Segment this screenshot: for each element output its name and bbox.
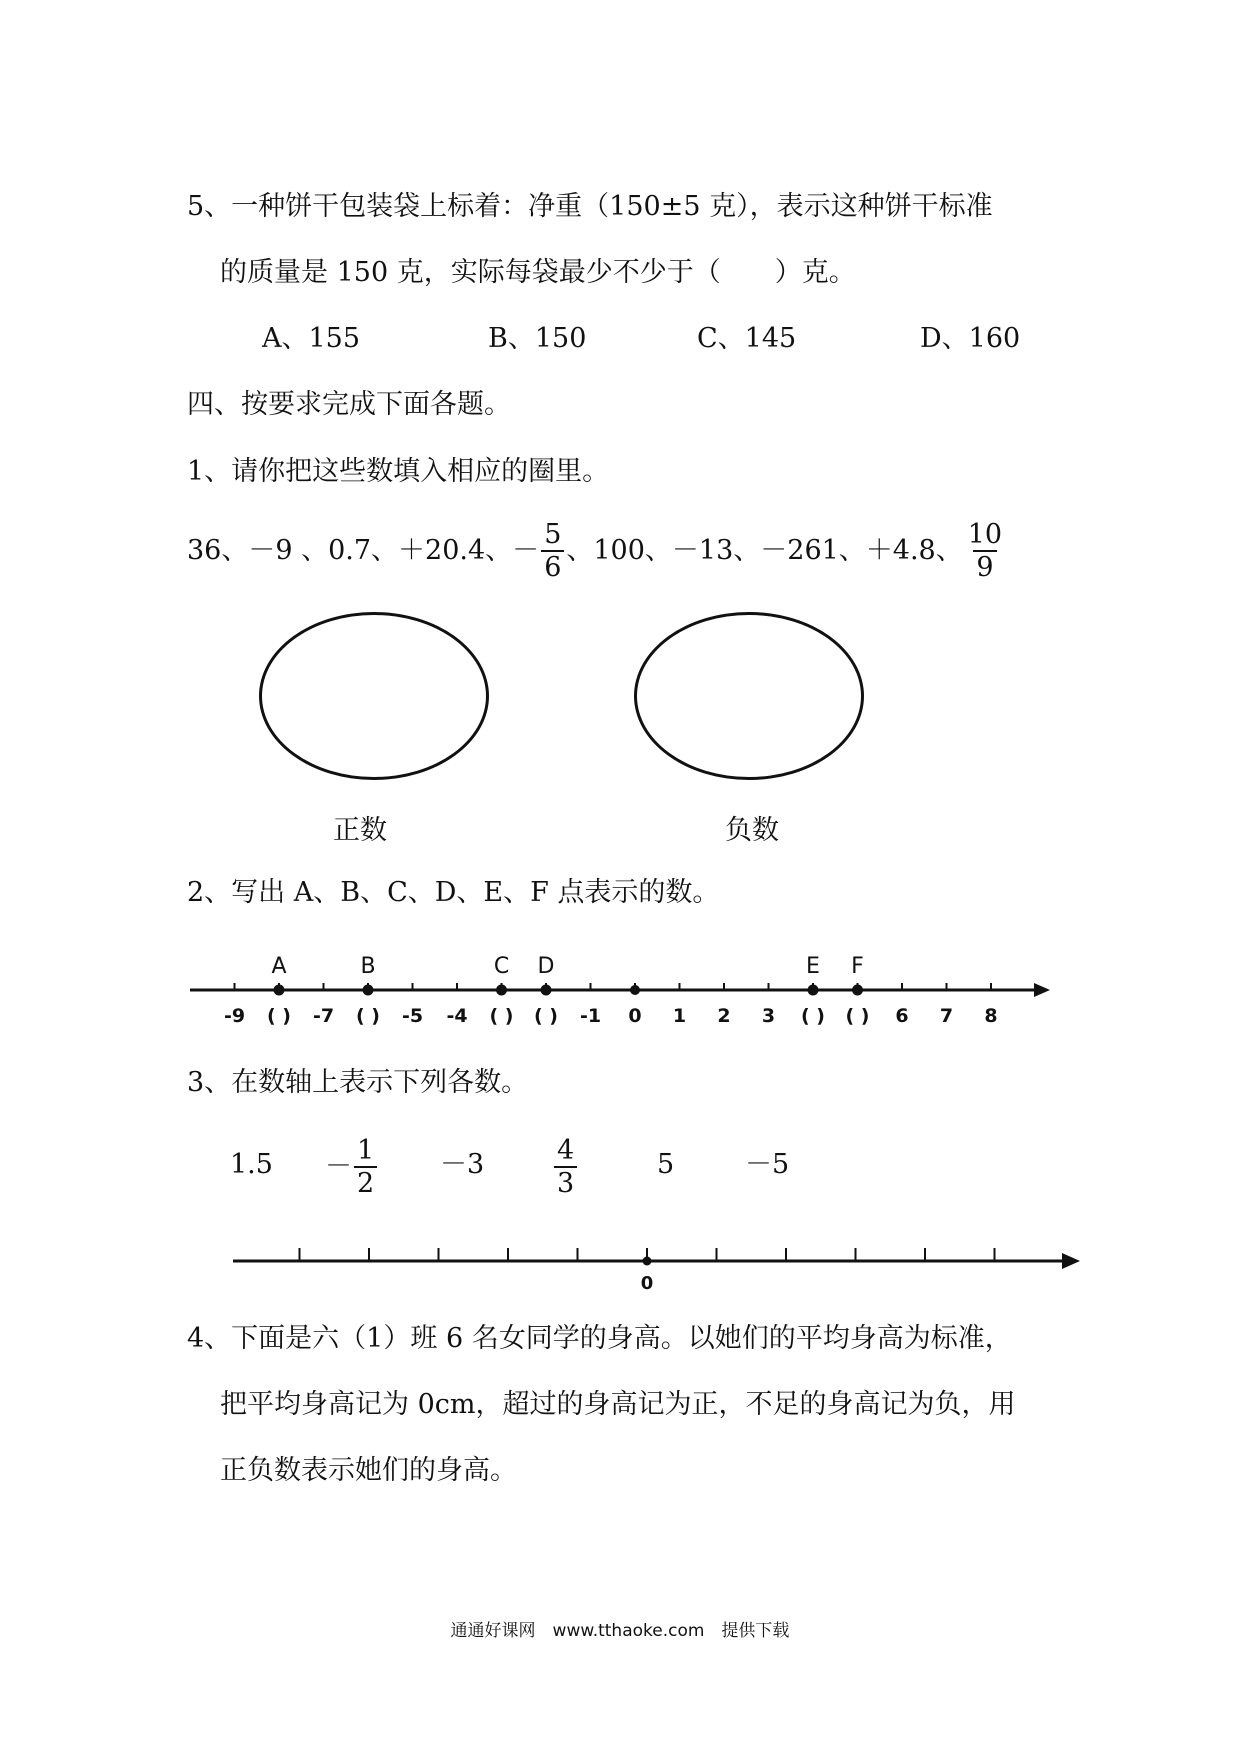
tick-label: 2	[717, 1005, 731, 1027]
fraction-numerator: 10	[967, 519, 1003, 550]
point-b-dot	[363, 985, 374, 996]
q5-option-d: D、160	[920, 323, 1021, 354]
arrow-head	[1062, 1253, 1080, 1269]
fraction-numerator: 1	[357, 1135, 375, 1166]
q5-option-a: A、155	[262, 323, 361, 354]
fraction-five-sixths	[541, 521, 564, 581]
origin-label: 0	[640, 1273, 654, 1294]
fraction-four-thirds	[554, 1137, 577, 1197]
positive-circle-label: 正数	[333, 815, 387, 846]
positive-numbers-circle	[259, 612, 489, 780]
tick-label: 6	[895, 1005, 909, 1027]
p3-question: 3、在数轴上表示下列各数。	[187, 1067, 529, 1098]
point-label-c: C	[493, 954, 510, 979]
q5-line1: 5、一种饼干包装袋上标着：净重（150±5 克），表示这种饼干标准	[187, 191, 993, 222]
p3-item-neg-3: －3	[440, 1149, 485, 1180]
point-label-f: F	[851, 954, 864, 979]
point-label-a: A	[271, 954, 287, 979]
tick-label: -1	[579, 1005, 602, 1027]
arrow-head	[1034, 983, 1050, 997]
point-label-d: D	[537, 954, 555, 979]
fraction-denominator: 9	[973, 550, 996, 581]
tick-label: -7	[312, 1005, 335, 1027]
footer-text: 通通好课网 www.tthaoke.com 提供下载	[450, 1621, 790, 1641]
fraction-one-half	[354, 1137, 377, 1197]
tick-label: 1	[672, 1005, 687, 1027]
tick-label: -5	[401, 1005, 424, 1027]
fraction-denominator: 2	[354, 1166, 377, 1197]
p3-item-1-5: 1.5	[230, 1149, 273, 1180]
tick-label: ( )	[845, 1005, 870, 1027]
tick-label: -4	[446, 1005, 468, 1027]
section-title: 四、按要求完成下面各题。	[187, 389, 511, 420]
tick-label: ( )	[534, 1005, 558, 1027]
p1-numbers-part2: 、100、－13、－261、＋4.8、	[566, 535, 963, 566]
tick-label: ( )	[489, 1005, 514, 1027]
tick-label: 8	[984, 1005, 998, 1027]
q5-option-b: B、150	[488, 323, 587, 354]
fraction-numerator: 4	[557, 1135, 575, 1166]
q5-option-c: C、145	[697, 323, 797, 354]
point-label-b: B	[360, 954, 376, 979]
point-e-dot	[808, 985, 819, 996]
p4-line1: 4、下面是六（1）班 6 名女同学的身高。以她们的平均身高为标准，	[187, 1323, 1012, 1354]
point-d-dot	[541, 985, 552, 996]
point-c-dot	[496, 985, 507, 996]
number-line-blank	[0, 1230, 1240, 1300]
p4-line2: 把平均身高记为 0cm，超过的身高记为正，不足的身高记为负，用	[220, 1389, 1016, 1420]
q5-line2: 的质量是 150 克，实际每袋最少不少于（ ）克。	[220, 257, 856, 288]
tick-label: ( )	[356, 1005, 380, 1027]
p1-question: 1、请你把这些数填入相应的圈里。	[187, 456, 610, 487]
tick-label: 0	[628, 1005, 642, 1027]
p3-item-5: 5	[657, 1149, 675, 1180]
point-a-dot	[274, 985, 285, 996]
minus-sign: －	[325, 1151, 352, 1182]
p2-question: 2、写出 A、B、C、D、E、F 点表示的数。	[187, 877, 720, 908]
tick-label: ( )	[267, 1005, 291, 1027]
p3-item-neg-half	[325, 1136, 379, 1198]
tick-label: 7	[939, 1005, 954, 1027]
tick-label: -9	[223, 1005, 246, 1027]
negative-circle-label: 负数	[725, 815, 779, 846]
origin-dot	[643, 1257, 652, 1266]
tick-label: 3	[761, 1005, 776, 1027]
fraction-denominator: 3	[554, 1166, 577, 1197]
tick-label: ( )	[801, 1005, 825, 1027]
p3-item-neg-5: －5	[745, 1149, 790, 1180]
point-label-e: E	[806, 954, 820, 979]
negative-numbers-circle	[634, 612, 864, 780]
fraction-denominator: 6	[541, 550, 564, 581]
p3-item-four-thirds	[552, 1136, 579, 1198]
p4-line3: 正负数表示她们的身高。	[220, 1455, 517, 1486]
fraction-ten-ninths	[965, 521, 1005, 581]
origin-dot	[630, 985, 640, 995]
number-line-points	[0, 930, 1240, 1030]
p1-number-list	[187, 520, 1007, 582]
fraction-numerator: 5	[544, 519, 562, 550]
point-f-dot	[852, 985, 863, 996]
p1-numbers-part1: 36、－9 、0.7、＋20.4、－	[187, 535, 540, 566]
